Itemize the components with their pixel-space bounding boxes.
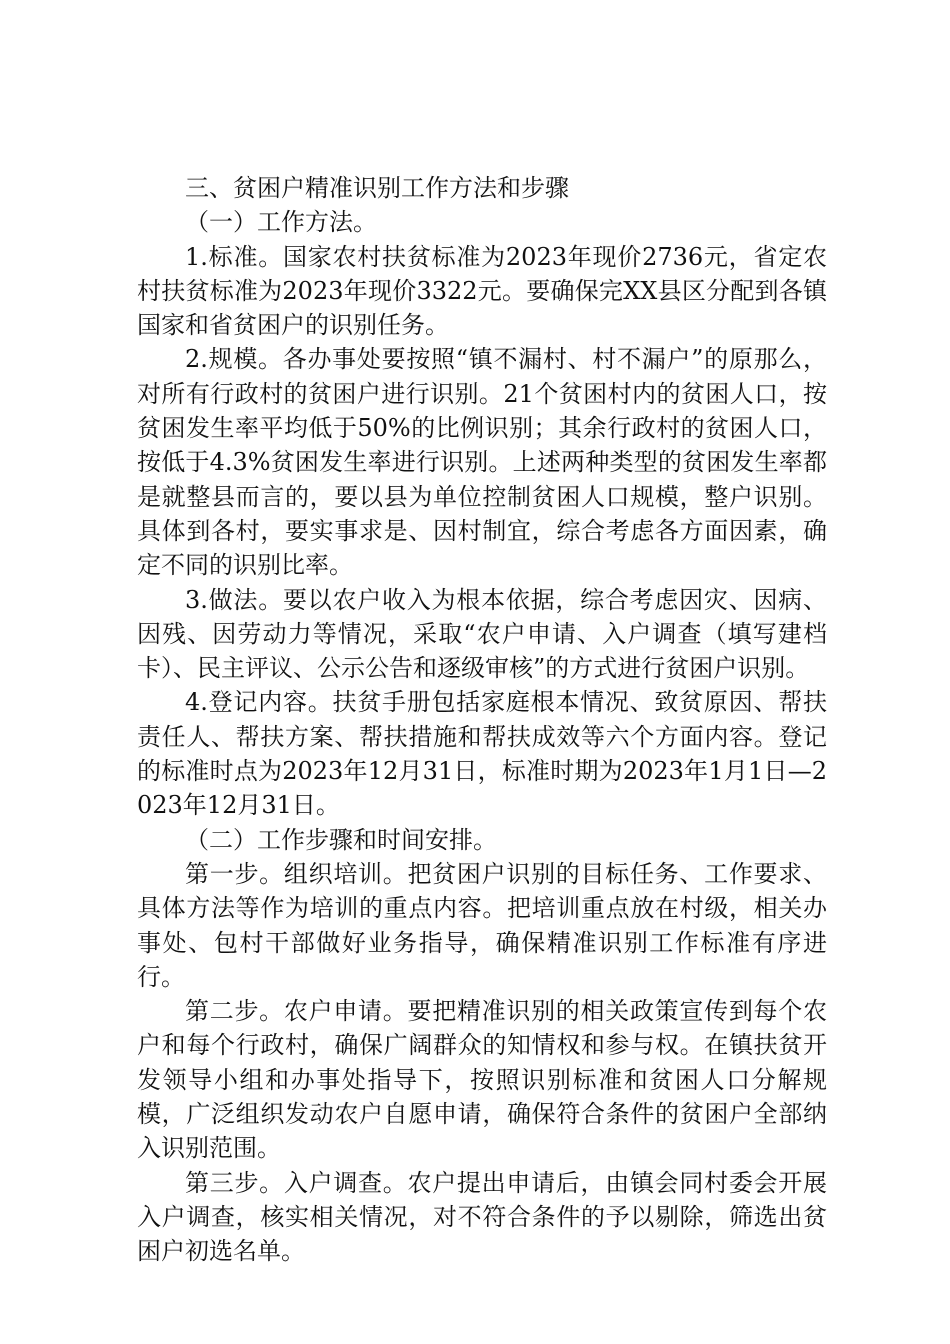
paragraph-step-one: 第一步。组织培训。把贫困户识别的目标任务、工作要求、具体方法等作为培训的重点内容。把培训重点放在村级，相关办事处、包村干部做好业务指导，确保精准识别工作标准有序进行。 (137, 859, 827, 991)
paragraph-scale: 2.规模。各办事处要按照“镇不漏村、村不漏户”的原那么，对所有行政村的贫困户进行识别。21个贫困村内的贫困人口，按贫困发生率平均低于50%的比例识别；其余行政村的贫困人口，按低于4.3%贫困发生率进行识别。上述两种类型的贫困发生率都是就整县而言的，要以县为单位控制贫困人口规模，整户识别。具体到各村，要实事求是、因村制宜，综合考虑各方面因素，确定不同的识别比率。 (137, 345, 827, 580)
subsection-heading: （二）工作步骤和时间安排。 (185, 825, 497, 854)
paragraph-step-three: 第三步。入户调查。农户提出申请后，由镇会同村委会开展入户调查，核实相关情况，对不符合条件的予以剔除，筛选出贫困户初选名单。 (137, 1168, 827, 1266)
paragraph-step-two: 第二步。农户申请。要把精准识别的相关政策宣传到每个农户和每个行政村，确保广阔群众的知情权和参与权。在镇扶贫开发领导小组和办事处指导下，按照识别标准和贫困人口分解规模，广泛组织发动农户自愿申请，确保符合条件的贫困户全部纳入识别范围。 (137, 997, 827, 1163)
paragraph-method: 3.做法。要以农户收入为根本依据，综合考虑因灾、因病、因残、因劳动力等情况，采取“农户申请、入户调查（填写建档卡）、民主评议、公示公告和逐级审核”的方式进行贫困户识别。 (137, 585, 827, 683)
document-body (137, 171, 827, 1269)
section-heading: 三、贫困户精准识别工作方法和步骤 (185, 174, 569, 202)
subsection-heading: （一）工作方法。 (185, 208, 377, 237)
paragraph-registration: 4.登记内容。扶贫手册包括家庭根本情况、致贫原因、帮扶责任人、帮扶方案、帮扶措施和帮扶成效等六个方面内容。登记的标准时点为2023年12月31日，标准时期为2023年1月1日—2023年12月31日。 (137, 688, 827, 820)
paragraph-standard: 1.标准。国家农村扶贫标准为2023年现价2736元，省定农村扶贫标准为2023年现价3322元。要确保完XX县区分配到各镇国家和省贫困户的识别任务。 (137, 242, 827, 340)
